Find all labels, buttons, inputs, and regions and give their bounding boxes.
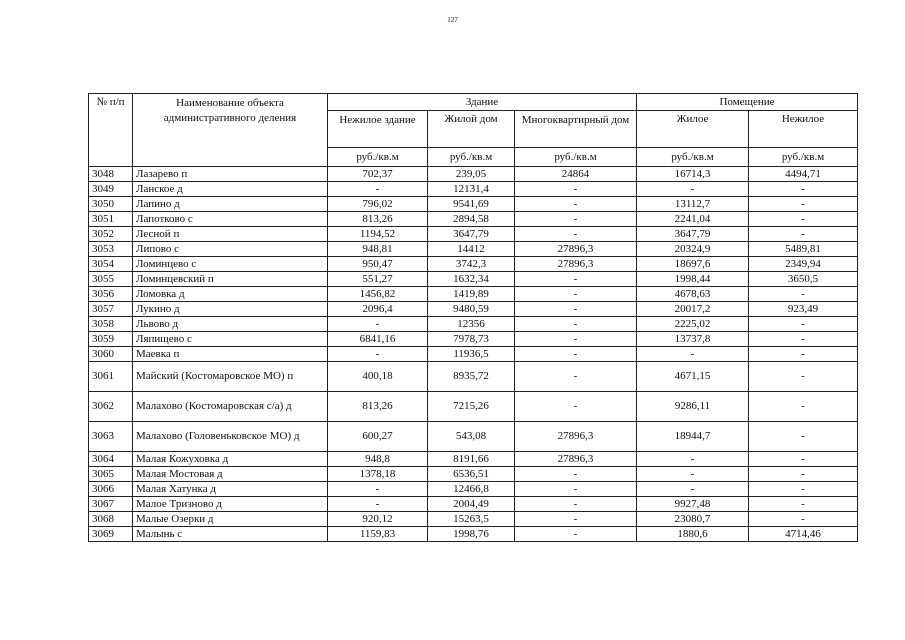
table-row — [89, 302, 858, 317]
cell-res-premises: 16714,3 — [637, 167, 749, 182]
cell-res-premises: 3647,79 — [637, 227, 749, 242]
cell-name: Малое Тризново д — [133, 497, 328, 512]
cell-name: Лесной п — [133, 227, 328, 242]
cell-num: 3069 — [89, 527, 133, 542]
cell-res-premises: 9927,48 — [637, 497, 749, 512]
cell-nonres-building: 1378,18 — [328, 467, 428, 482]
cell-apartment: 27896,3 — [515, 452, 637, 467]
cell-name: Малахово (Костомаровская с/а) д — [133, 392, 328, 422]
cell-res-house: 6536,51 — [428, 467, 515, 482]
table-row — [89, 272, 858, 287]
header-unit: руб./кв.м — [515, 148, 637, 167]
cell-res-premises: - — [637, 452, 749, 467]
cell-nonres-premises: - — [749, 227, 858, 242]
cell-apartment: - — [515, 332, 637, 347]
cell-res-premises: 20017,2 — [637, 302, 749, 317]
table-row — [89, 362, 858, 392]
cell-res-house: 8935,72 — [428, 362, 515, 392]
cell-nonres-building: 400,18 — [328, 362, 428, 392]
cell-name: Лазарево п — [133, 167, 328, 182]
cell-res-house: 2894,58 — [428, 212, 515, 227]
cell-res-house: 9541,69 — [428, 197, 515, 212]
cell-num: 3063 — [89, 422, 133, 452]
cell-apartment: - — [515, 527, 637, 542]
header-nonres-premises: Нежилое — [749, 111, 858, 148]
cell-res-house: 1632,34 — [428, 272, 515, 287]
page-number: 127 — [447, 16, 458, 24]
cell-apartment: - — [515, 392, 637, 422]
cell-apartment: 24864 — [515, 167, 637, 182]
cell-nonres-building: 1194,52 — [328, 227, 428, 242]
cell-nonres-premises: - — [749, 182, 858, 197]
cell-nonres-building: 950,47 — [328, 257, 428, 272]
cell-nonres-premises: - — [749, 347, 858, 362]
cell-name: Ляпищево с — [133, 332, 328, 347]
cell-nonres-premises: 4714,46 — [749, 527, 858, 542]
cell-name: Львово д — [133, 317, 328, 332]
header-unit: руб./кв.м — [428, 148, 515, 167]
header-nonres-building: Нежилое здание — [328, 111, 428, 148]
cell-res-premises: - — [637, 182, 749, 197]
table-header — [89, 94, 858, 167]
cell-nonres-premises: - — [749, 482, 858, 497]
table-row — [89, 497, 858, 512]
cell-apartment: - — [515, 317, 637, 332]
header-unit: руб./кв.м — [328, 148, 428, 167]
cell-num: 3054 — [89, 257, 133, 272]
cell-num: 3066 — [89, 482, 133, 497]
table-row — [89, 482, 858, 497]
cell-nonres-building: 600,27 — [328, 422, 428, 452]
cell-apartment: - — [515, 512, 637, 527]
cell-nonres-premises: - — [749, 332, 858, 347]
cell-res-house: 239,05 — [428, 167, 515, 182]
cell-res-house: 3742,3 — [428, 257, 515, 272]
cell-res-premises: 2225,02 — [637, 317, 749, 332]
cell-nonres-premises: - — [749, 512, 858, 527]
cell-nonres-building: 2096,4 — [328, 302, 428, 317]
cell-apartment: - — [515, 197, 637, 212]
cell-num: 3058 — [89, 317, 133, 332]
cell-apartment: - — [515, 497, 637, 512]
cell-num: 3052 — [89, 227, 133, 242]
cell-nonres-building: 551,27 — [328, 272, 428, 287]
cell-res-premises: 23080,7 — [637, 512, 749, 527]
table-row — [89, 182, 858, 197]
cell-apartment: - — [515, 347, 637, 362]
table-row — [89, 512, 858, 527]
cell-nonres-building: - — [328, 347, 428, 362]
cell-nonres-premises: - — [749, 467, 858, 482]
header-res-house: Жилой дом — [428, 111, 515, 148]
header-name: Наименование объекта административного деления — [133, 94, 328, 167]
header-premises-group: Помещение — [637, 94, 858, 111]
cell-nonres-building: 6841,16 — [328, 332, 428, 347]
table-row — [89, 257, 858, 272]
cell-res-premises: 18697,6 — [637, 257, 749, 272]
cell-res-premises: 9286,11 — [637, 392, 749, 422]
cell-res-premises: 13737,8 — [637, 332, 749, 347]
cell-name: Малахово (Головеньковское МО) д — [133, 422, 328, 452]
cell-res-house: 15263,5 — [428, 512, 515, 527]
cell-nonres-building: 1159,83 — [328, 527, 428, 542]
cell-name: Ломинцево с — [133, 257, 328, 272]
cell-name: Малынь с — [133, 527, 328, 542]
cell-res-premises: 2241,04 — [637, 212, 749, 227]
table-body — [89, 167, 858, 542]
cell-name: Малая Мостовая д — [133, 467, 328, 482]
header-unit: руб./кв.м — [749, 148, 858, 167]
cell-name: Лапино д — [133, 197, 328, 212]
cell-num: 3048 — [89, 167, 133, 182]
cell-nonres-premises: - — [749, 317, 858, 332]
cell-nonres-premises: 3650,5 — [749, 272, 858, 287]
cell-apartment: - — [515, 467, 637, 482]
header-unit: руб./кв.м — [637, 148, 749, 167]
cell-res-premises: 1880,6 — [637, 527, 749, 542]
cell-res-house: 1998,76 — [428, 527, 515, 542]
cell-name: Ломовка д — [133, 287, 328, 302]
cell-name: Малая Кожуховка д — [133, 452, 328, 467]
cell-res-house: 8191,66 — [428, 452, 515, 467]
cell-res-premises: 4678,63 — [637, 287, 749, 302]
table-row — [89, 392, 858, 422]
cell-num: 3050 — [89, 197, 133, 212]
cell-num: 3064 — [89, 452, 133, 467]
cell-num: 3062 — [89, 392, 133, 422]
cell-nonres-premises: - — [749, 197, 858, 212]
cell-num: 3051 — [89, 212, 133, 227]
cell-apartment: - — [515, 182, 637, 197]
cell-num: 3061 — [89, 362, 133, 392]
cell-num: 3060 — [89, 347, 133, 362]
cell-res-house: 3647,79 — [428, 227, 515, 242]
cell-nonres-premises: - — [749, 422, 858, 452]
cell-nonres-building: 1456,82 — [328, 287, 428, 302]
cell-res-house: 12356 — [428, 317, 515, 332]
header-building-group: Здание — [328, 94, 637, 111]
cell-nonres-premises: 923,49 — [749, 302, 858, 317]
cell-num: 3049 — [89, 182, 133, 197]
cell-nonres-premises: - — [749, 392, 858, 422]
table-row — [89, 242, 858, 257]
cell-apartment: - — [515, 227, 637, 242]
table-row — [89, 197, 858, 212]
cell-res-premises: - — [637, 467, 749, 482]
cell-res-premises: 20324,9 — [637, 242, 749, 257]
cell-num: 3056 — [89, 287, 133, 302]
cell-nonres-building: 920,12 — [328, 512, 428, 527]
cell-nonres-premises: 4494,71 — [749, 167, 858, 182]
cell-name: Лапотково с — [133, 212, 328, 227]
cell-nonres-building: 813,26 — [328, 392, 428, 422]
cell-res-house: 7215,26 — [428, 392, 515, 422]
cell-num: 3057 — [89, 302, 133, 317]
table-row — [89, 347, 858, 362]
header-apartment-house: Многоквартирный дом — [515, 111, 637, 148]
cell-res-premises: 4671,15 — [637, 362, 749, 392]
table-row — [89, 467, 858, 482]
cell-nonres-building: 948,8 — [328, 452, 428, 467]
header-num: № п/п — [89, 94, 133, 167]
cell-res-house: 543,08 — [428, 422, 515, 452]
cell-apartment: - — [515, 302, 637, 317]
cell-name: Малая Хатунка д — [133, 482, 328, 497]
cell-nonres-premises: - — [749, 452, 858, 467]
cell-nonres-building: - — [328, 317, 428, 332]
table-row — [89, 332, 858, 347]
cell-res-house: 2004,49 — [428, 497, 515, 512]
cell-nonres-building: - — [328, 497, 428, 512]
cell-nonres-premises: - — [749, 212, 858, 227]
cell-apartment: - — [515, 362, 637, 392]
cell-num: 3068 — [89, 512, 133, 527]
cell-apartment: - — [515, 482, 637, 497]
cell-num: 3067 — [89, 497, 133, 512]
cell-res-house: 14412 — [428, 242, 515, 257]
cell-name: Липово с — [133, 242, 328, 257]
cell-res-house: 12466,8 — [428, 482, 515, 497]
cadastral-price-table — [88, 93, 858, 542]
table-row — [89, 527, 858, 542]
table-row — [89, 317, 858, 332]
cell-res-premises: 1998,44 — [637, 272, 749, 287]
cell-nonres-premises: - — [749, 287, 858, 302]
cell-name: Майский (Костомаровское МО) п — [133, 362, 328, 392]
cell-apartment: 27896,3 — [515, 257, 637, 272]
cell-res-premises: - — [637, 347, 749, 362]
cell-res-house: 9480,59 — [428, 302, 515, 317]
cell-name: Малые Озерки д — [133, 512, 328, 527]
cell-res-house: 11936,5 — [428, 347, 515, 362]
table-row — [89, 227, 858, 242]
cell-name: Маевка п — [133, 347, 328, 362]
cell-name: Ланское д — [133, 182, 328, 197]
cell-name: Ломинцевский п — [133, 272, 328, 287]
cell-res-premises: 13112,7 — [637, 197, 749, 212]
cell-apartment: - — [515, 212, 637, 227]
cell-nonres-building: 796,02 — [328, 197, 428, 212]
cell-apartment: - — [515, 287, 637, 302]
cell-res-house: 12131,4 — [428, 182, 515, 197]
table-row — [89, 167, 858, 182]
table-row — [89, 452, 858, 467]
cell-name: Лукино д — [133, 302, 328, 317]
cell-nonres-building: - — [328, 182, 428, 197]
cell-nonres-premises: 2349,94 — [749, 257, 858, 272]
cell-apartment: 27896,3 — [515, 422, 637, 452]
cell-nonres-premises: - — [749, 362, 858, 392]
cell-res-premises: 18944,7 — [637, 422, 749, 452]
cell-res-house: 1419,89 — [428, 287, 515, 302]
cell-nonres-building: - — [328, 482, 428, 497]
cell-num: 3059 — [89, 332, 133, 347]
table-row — [89, 212, 858, 227]
cell-res-premises: - — [637, 482, 749, 497]
header-res-premises: Жилое — [637, 111, 749, 148]
cell-num: 3053 — [89, 242, 133, 257]
table-row — [89, 287, 858, 302]
table-row — [89, 422, 858, 452]
cell-num: 3065 — [89, 467, 133, 482]
cell-apartment: 27896,3 — [515, 242, 637, 257]
cell-nonres-premises: 5489,81 — [749, 242, 858, 257]
cell-nonres-building: 813,26 — [328, 212, 428, 227]
cell-nonres-building: 702,37 — [328, 167, 428, 182]
cell-num: 3055 — [89, 272, 133, 287]
cell-apartment: - — [515, 272, 637, 287]
cell-nonres-building: 948,81 — [328, 242, 428, 257]
cell-nonres-premises: - — [749, 497, 858, 512]
cell-res-house: 7978,73 — [428, 332, 515, 347]
